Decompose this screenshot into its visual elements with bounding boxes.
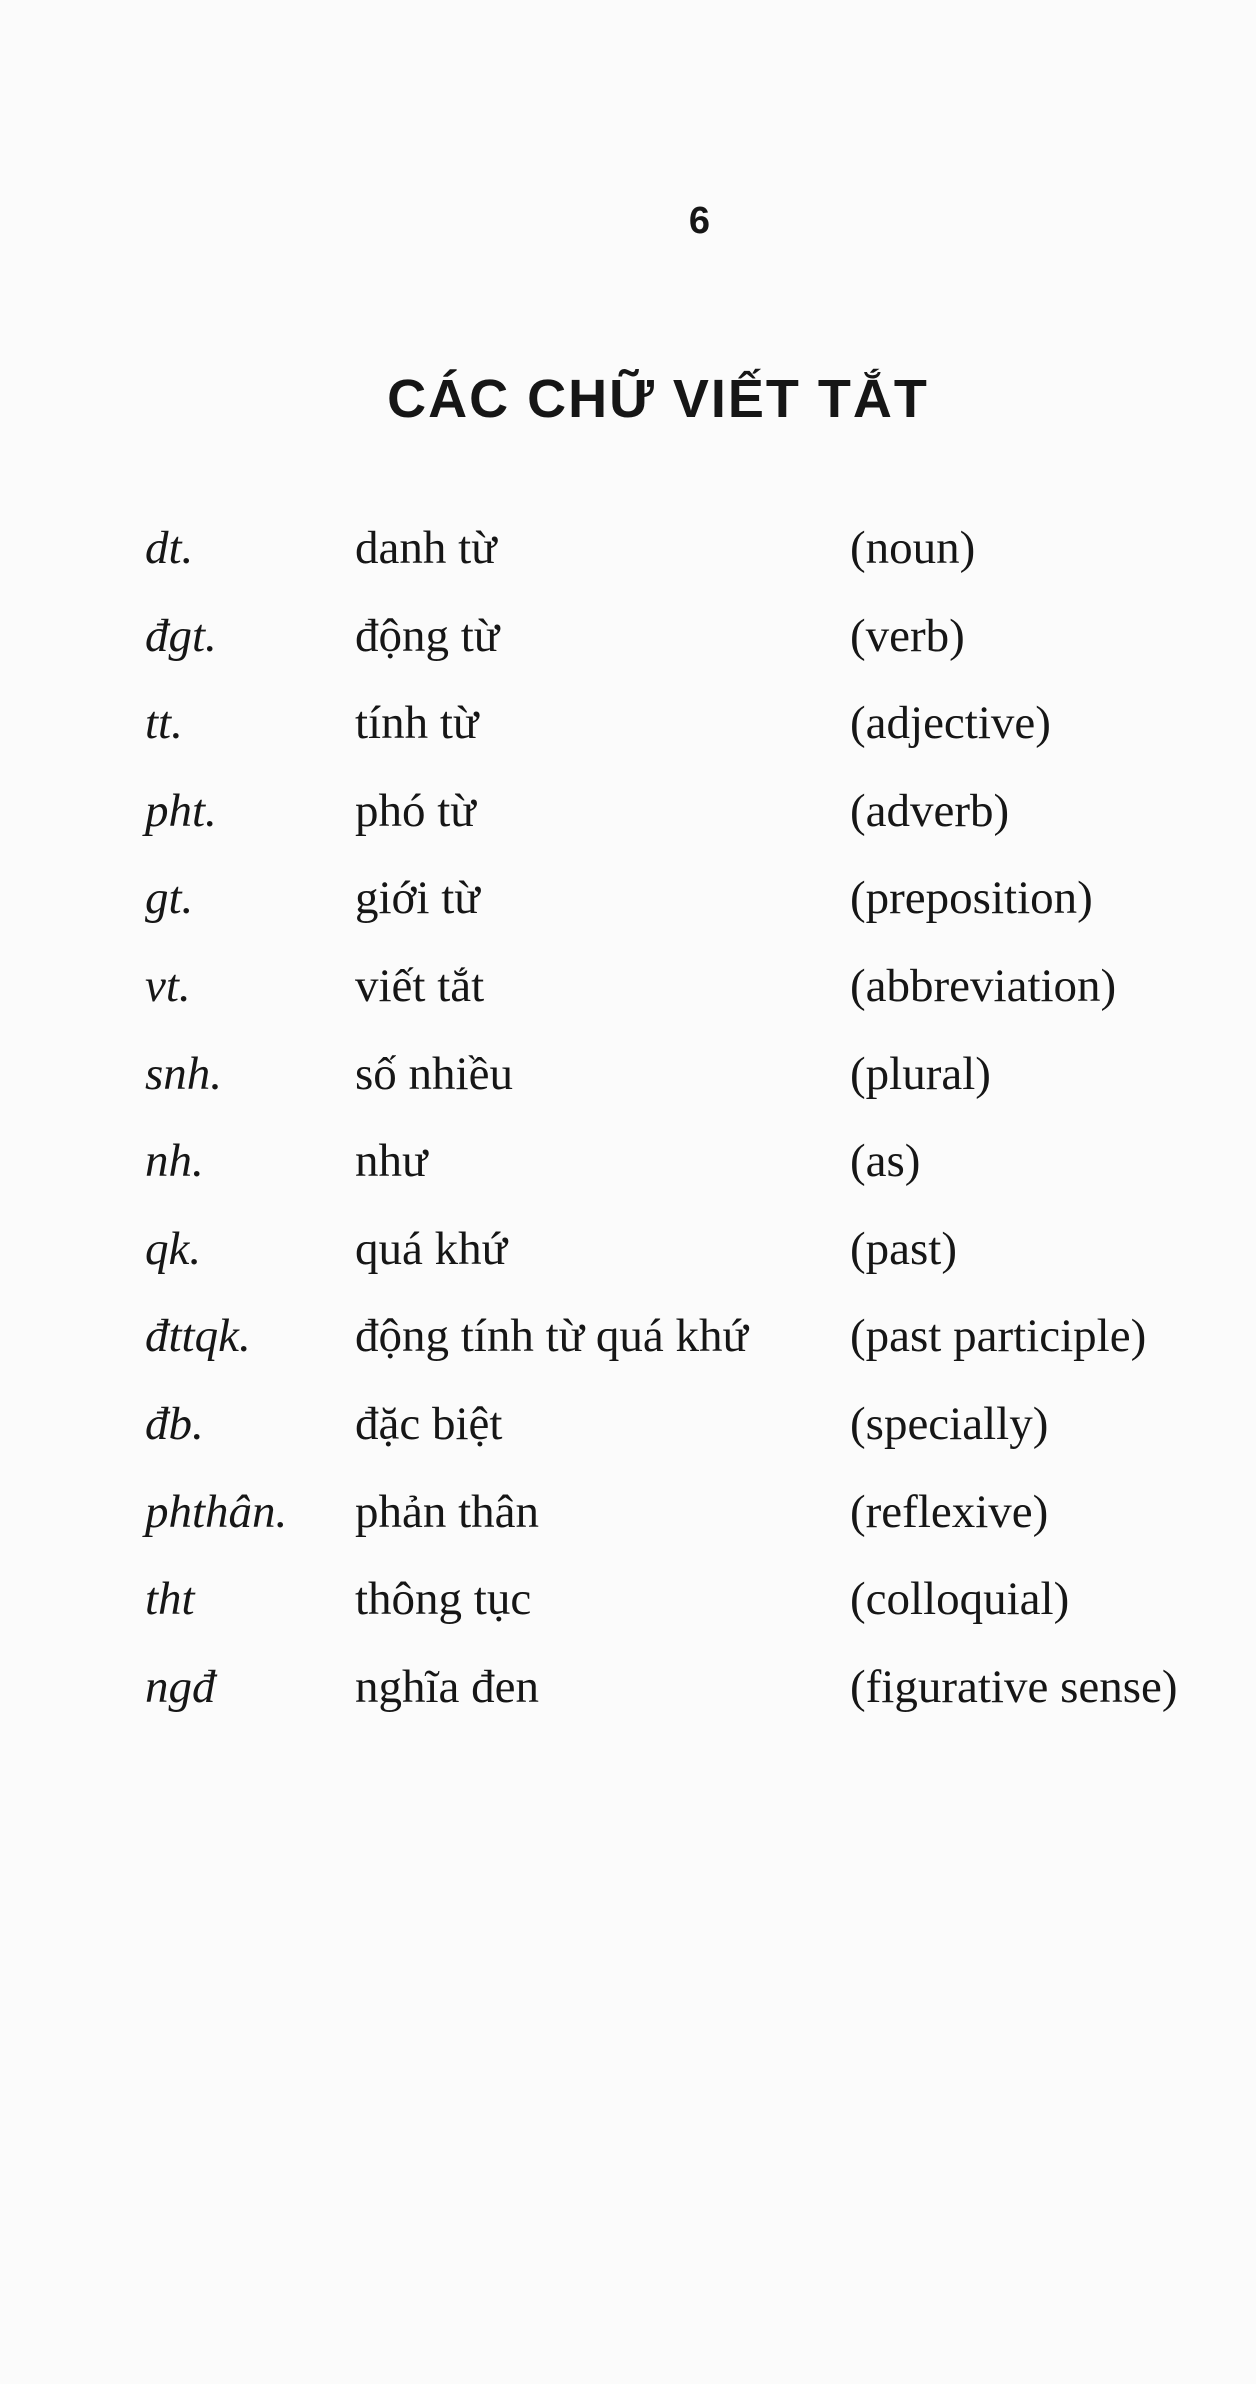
abbreviation-term: nh. xyxy=(145,1135,204,1188)
abbreviation-list xyxy=(0,505,1256,1731)
english-meaning: (plural) xyxy=(850,1047,991,1100)
vietnamese-meaning: giới từ xyxy=(355,872,480,925)
vietnamese-meaning: số nhiều xyxy=(355,1047,513,1100)
abbreviation-row xyxy=(0,1293,1256,1381)
abbreviation-term: pht. xyxy=(145,784,217,837)
abbreviation-term: đb. xyxy=(145,1397,204,1450)
abbreviation-row xyxy=(0,768,1256,856)
page-number: 6 xyxy=(688,200,712,242)
abbreviation-row xyxy=(0,1381,1256,1469)
english-meaning: (preposition) xyxy=(850,872,1093,925)
vietnamese-meaning: đặc biệt xyxy=(355,1397,503,1450)
vietnamese-meaning: danh từ xyxy=(355,522,497,574)
abbreviation-term: tht xyxy=(145,1573,195,1626)
abbreviation-term: phthân. xyxy=(145,1485,288,1538)
abbreviation-term: đttqk. xyxy=(145,1310,251,1363)
vietnamese-meaning: phản thân xyxy=(355,1485,540,1538)
english-meaning: (past) xyxy=(850,1222,958,1275)
vietnamese-meaning: nghĩa đen xyxy=(355,1660,540,1713)
english-meaning: (noun) xyxy=(850,522,976,574)
abbreviation-term: đgt. xyxy=(145,609,217,662)
english-meaning: (adjective) xyxy=(850,697,1051,750)
abbreviation-row xyxy=(0,593,1256,681)
abbreviation-row xyxy=(0,855,1256,943)
vietnamese-meaning: như xyxy=(355,1135,428,1188)
vietnamese-meaning: phó từ xyxy=(355,784,476,837)
vietnamese-meaning: viết tắt xyxy=(355,959,485,1012)
english-meaning: (figurative sense) xyxy=(850,1660,1178,1713)
abbreviation-row xyxy=(0,1644,1256,1732)
abbreviation-term: qk. xyxy=(145,1222,202,1275)
vietnamese-meaning: tính từ xyxy=(355,697,479,750)
abbreviation-row xyxy=(0,943,1256,1031)
english-meaning: (specially) xyxy=(850,1397,1049,1450)
english-meaning: (past participle) xyxy=(850,1310,1147,1363)
abbreviation-term: ngđ xyxy=(145,1660,216,1713)
abbreviation-term: tt. xyxy=(145,697,183,750)
english-meaning: (verb) xyxy=(850,609,965,662)
vietnamese-meaning: động tính từ quá khứ xyxy=(355,1310,748,1363)
english-meaning: (reflexive) xyxy=(850,1485,1049,1538)
english-meaning: (as) xyxy=(850,1135,921,1188)
abbreviation-term: gt. xyxy=(145,872,194,925)
abbreviation-row xyxy=(0,1556,1256,1644)
abbreviation-row xyxy=(0,1031,1256,1119)
abbreviation-term: vt. xyxy=(145,959,191,1012)
english-meaning: (abbreviation) xyxy=(850,959,1117,1012)
vietnamese-meaning: thông tục xyxy=(355,1573,532,1626)
abbreviation-row xyxy=(0,680,1256,768)
vietnamese-meaning: quá khứ xyxy=(355,1222,508,1275)
english-meaning: (adverb) xyxy=(850,784,1010,837)
page-title: CÁC CHỮ VIẾT TẮT xyxy=(387,369,929,429)
abbreviation-term: dt. xyxy=(145,522,194,574)
english-meaning: (colloquial) xyxy=(850,1573,1070,1626)
abbreviation-row xyxy=(0,1118,1256,1206)
abbreviation-row xyxy=(0,505,1256,593)
abbreviation-row xyxy=(0,1469,1256,1557)
vietnamese-meaning: động từ xyxy=(355,609,500,662)
abbreviation-row xyxy=(0,1206,1256,1294)
abbreviation-term: snh. xyxy=(145,1047,223,1100)
